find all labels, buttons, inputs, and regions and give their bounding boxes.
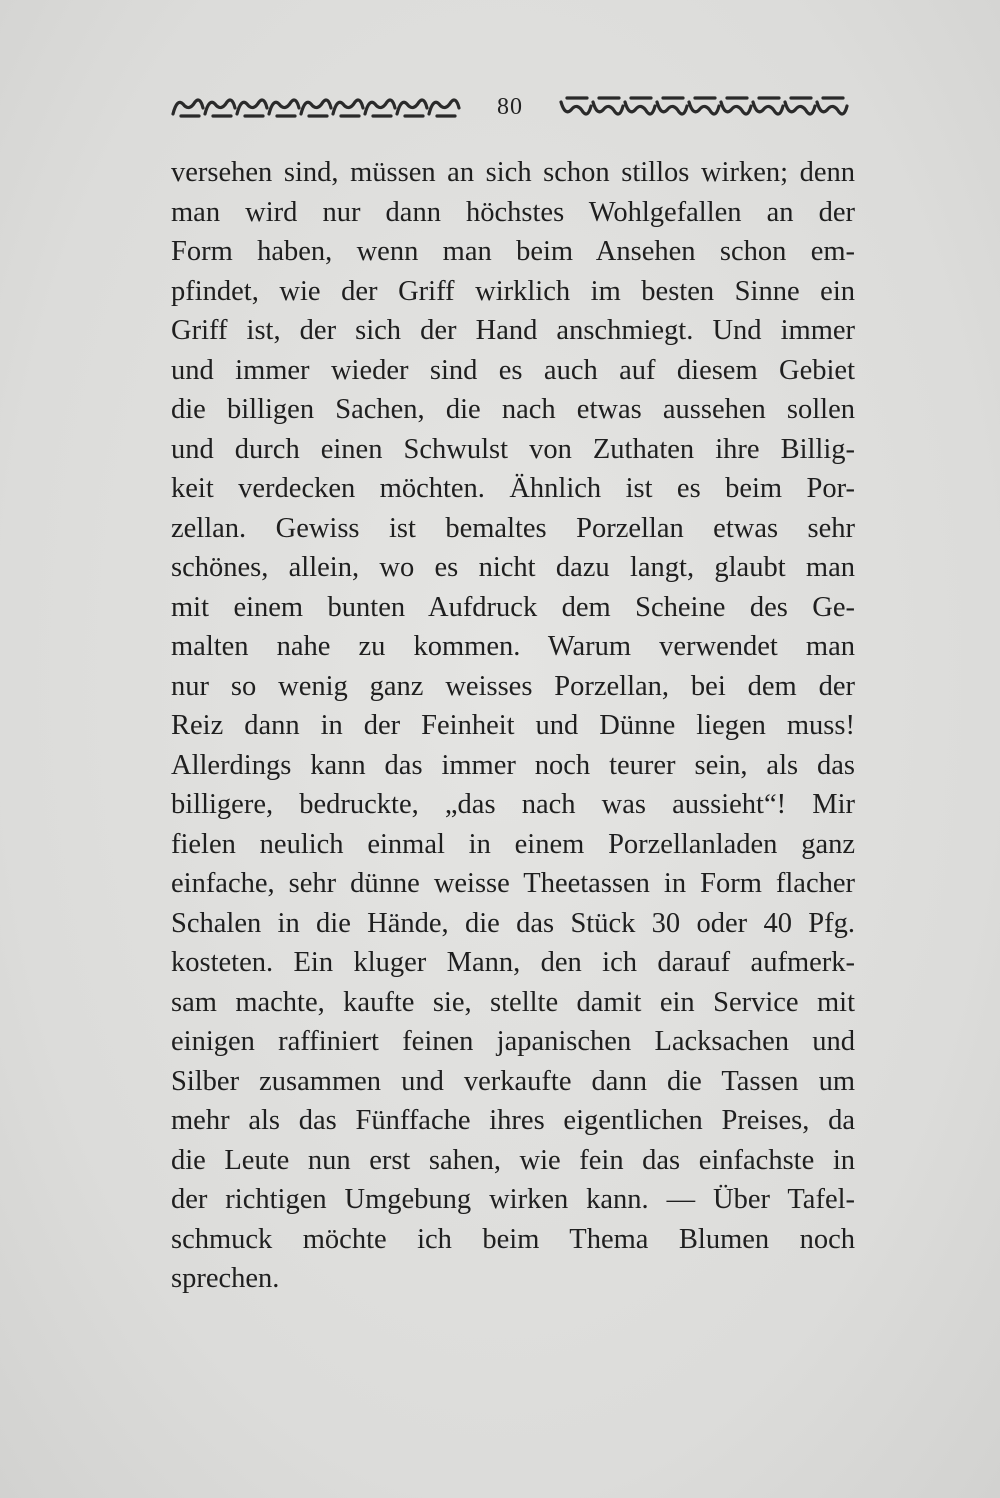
- text-line: mit einem bunten Aufdruck dem Scheine des Ge-: [171, 591, 855, 623]
- text-line: der richtigen Umgebung wirken kann. — Über Tafel-: [171, 1184, 855, 1215]
- text-line: schmuck möchte ich beim Thema Blumen noch: [171, 1223, 855, 1255]
- body-text: [171, 153, 855, 1299]
- text-line: Allerdings kann das immer noch teurer sein, als das: [171, 749, 855, 781]
- left-ornament-icon: [171, 94, 461, 120]
- text-line: kosteten. Ein kluger Mann, den ich darauf aufmerk-: [171, 947, 855, 978]
- text-line: mehr als das Fünffache ihres eigentlichen Preises, da: [171, 1105, 855, 1136]
- text-line: einigen raffiniert feinen japanischen Lacksachen und: [171, 1026, 855, 1057]
- right-ornament-icon: [559, 94, 855, 120]
- text-line: und immer wieder sind es auch auf diesem Gebiet: [171, 354, 855, 386]
- text-line: malten nahe zu kommen. Warum verwendet man: [171, 631, 855, 662]
- text-line: Form haben, wenn man beim Ansehen schon em-: [171, 236, 855, 267]
- text-line: nur so wenig ganz weisses Porzellan, bei dem der: [171, 670, 855, 702]
- text-line: sprechen.: [171, 1263, 280, 1294]
- text-line: Schalen in die Hände, die das Stück 30 oder 40 Pfg.: [171, 907, 855, 939]
- text-line: versehen sind, müssen an sich schon stillos wirken; denn: [171, 157, 855, 188]
- text-line: die Leute nun erst sahen, wie fein das einfachste in: [171, 1144, 855, 1176]
- text-line: Silber zusammen und verkaufte dann die Tassen um: [171, 1065, 855, 1097]
- page-number: 80: [497, 93, 523, 120]
- text-line: pfindet, wie der Griff wirklich im besten Sinne ein: [171, 275, 855, 307]
- text-line: die billigen Sachen, die nach etwas aussehen sollen: [171, 394, 855, 425]
- text-line: Griff ist, der sich der Hand anschmiegt. Und immer: [171, 315, 855, 346]
- text-line: und durch einen Schwulst von Zuthaten ihre Billig-: [171, 433, 855, 465]
- running-header: [171, 92, 855, 122]
- text-line: billigere, bedruckte, „das nach was aussieht“! Mir: [171, 789, 855, 820]
- text-line: schönes, allein, wo es nicht dazu langt, glaubt man: [171, 552, 855, 583]
- text-line: fielen neulich einmal in einem Porzellanladen ganz: [171, 828, 855, 860]
- text-line: man wird nur dann höchstes Wohlgefallen an der: [171, 196, 855, 228]
- text-line: keit verdecken möchten. Ähnlich ist es beim Por-: [171, 473, 855, 504]
- text-line: einfache, sehr dünne weisse Theetassen in Form flacher: [171, 868, 855, 899]
- text-line: sam machte, kaufte sie, stellte damit ein Service mit: [171, 986, 855, 1018]
- text-line: Reiz dann in der Feinheit und Dünne liegen muss!: [171, 710, 855, 741]
- text-line: zellan. Gewiss ist bemaltes Porzellan etwas sehr: [171, 512, 855, 544]
